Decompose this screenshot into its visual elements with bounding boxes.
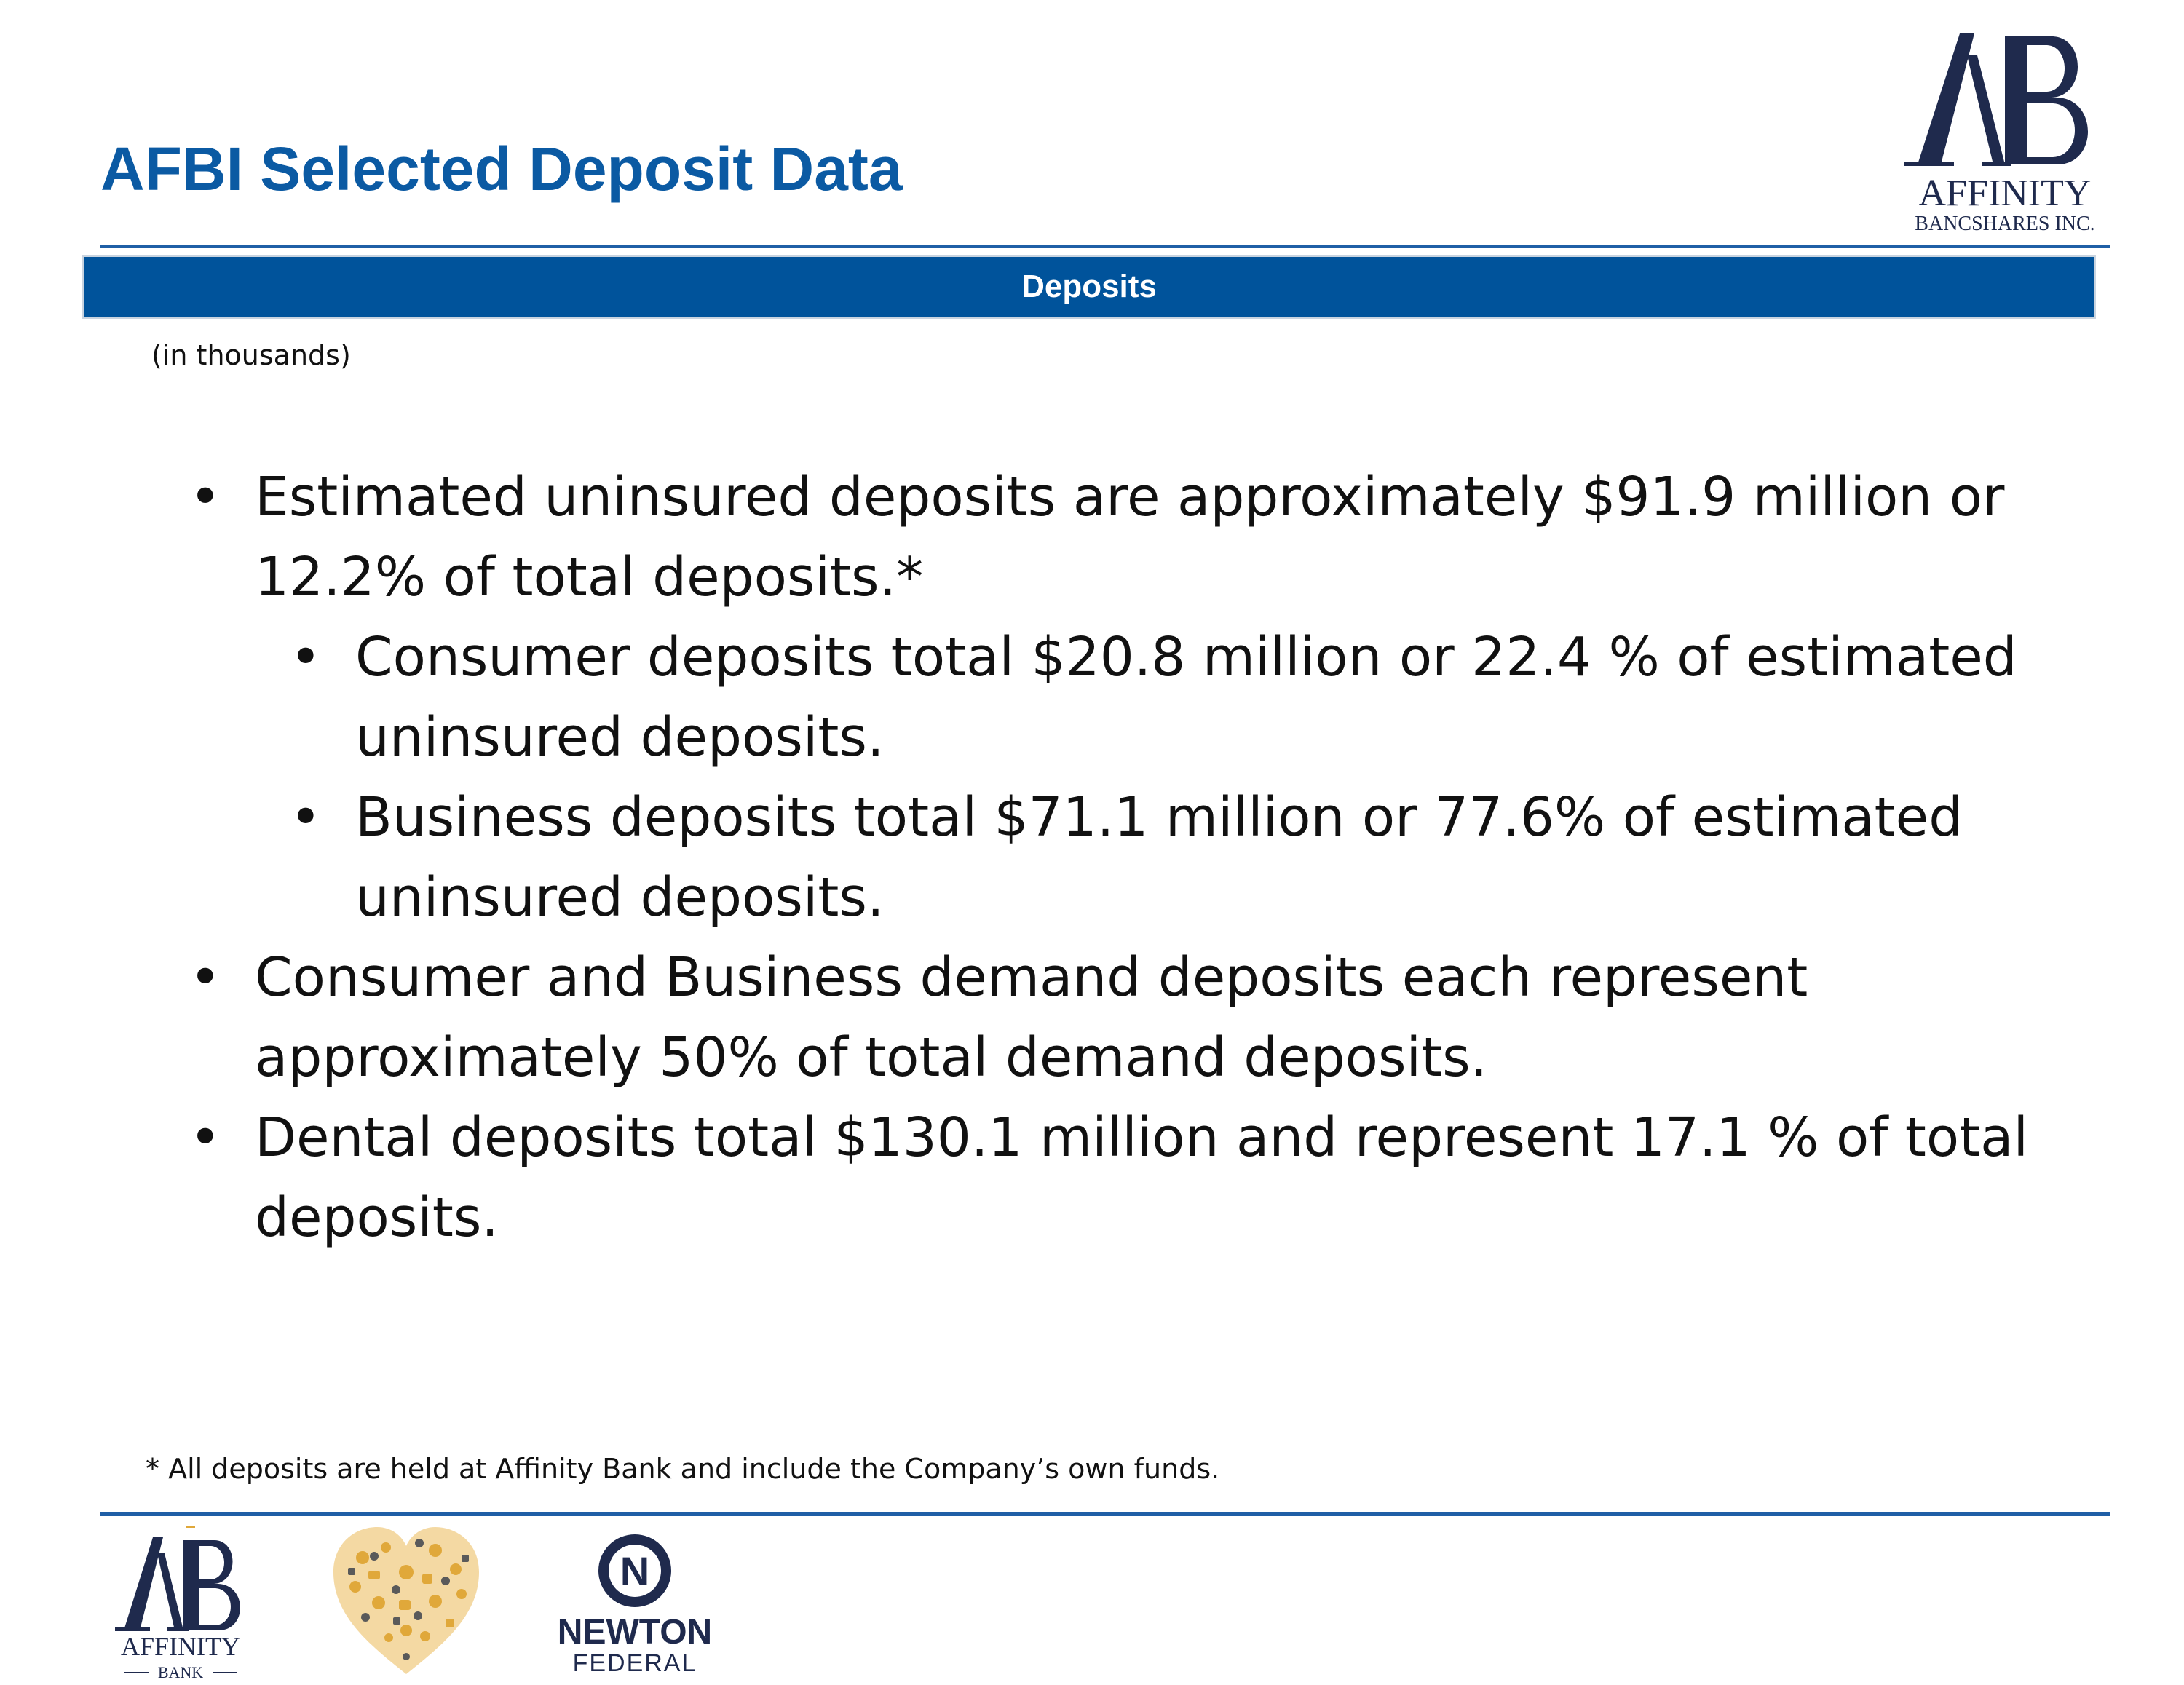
affinity-bank-logo bbox=[108, 1521, 253, 1685]
title-divider bbox=[100, 245, 2110, 248]
affinity-logo-subtitle: BANCSHARES INC. bbox=[1915, 213, 2095, 235]
section-header-bar bbox=[84, 257, 2094, 317]
bullet-item: • Estimated uninsured deposits are approximately $91.9 million or 12.2% of total deposits.* bbox=[183, 457, 2047, 617]
sub-bullet-item: • Business deposits total $71.1 million or 77.6% of estimated uninsured deposits. bbox=[284, 777, 2047, 937]
svg-text:N: N bbox=[620, 1548, 650, 1594]
newton-logo-name: NEWTON bbox=[557, 1613, 713, 1652]
bullet-item: • Consumer and Business demand deposits each represent approximately 50% of total demand deposits. bbox=[183, 937, 2047, 1098]
footer-divider bbox=[100, 1512, 2110, 1516]
footnote: * All deposits are held at Affinity Bank and include the Company’s own funds. bbox=[146, 1453, 1220, 1485]
affinity-bank-logo-subtitle: BANK bbox=[157, 1663, 204, 1681]
bullet-list bbox=[183, 457, 2047, 1258]
newton-logo-subtitle: FEDERAL bbox=[572, 1649, 697, 1677]
affinity-bank-logo-name: AFFINITY bbox=[120, 1632, 241, 1661]
affinity-bancshares-logo bbox=[1896, 26, 2114, 237]
newton-federal-logo bbox=[547, 1527, 722, 1680]
page-title: AFBI Selected Deposit Data bbox=[100, 135, 903, 203]
dental-heart-icon bbox=[326, 1521, 486, 1685]
units-note: (in thousands) bbox=[151, 339, 351, 371]
sub-bullet-item: • Consumer deposits total $20.8 million or 22.4 % of estimated uninsured deposits. bbox=[284, 617, 2047, 777]
bullet-item: • Dental deposits total $130.1 million and represent 17.1 % of total deposits. bbox=[183, 1098, 2047, 1258]
section-header-label: Deposits bbox=[1021, 269, 1157, 304]
affinity-logo-name: AFFINITY bbox=[1918, 173, 2092, 214]
